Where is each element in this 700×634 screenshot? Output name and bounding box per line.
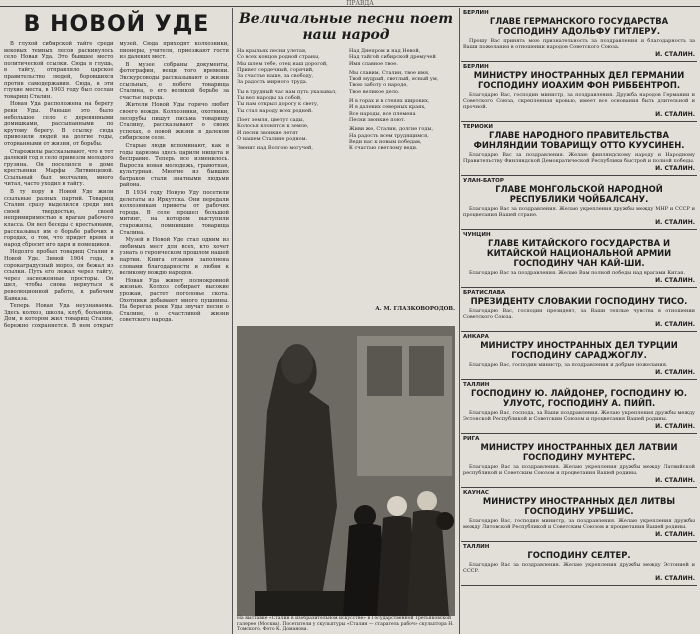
poem-line: Колосья клонятся к земле, [237, 123, 309, 130]
telegram-text: Благодарю Вас за поздравления. Желаю финляндскому народу и Народному Правительству Финляндской Демократической Республики быстрой и полной победы. [463, 152, 695, 164]
poem-line: И в горах и в степях широких, [349, 98, 430, 105]
telegram-place: БЕРЛИН [463, 64, 489, 70]
telegram-signature: И. СТАЛИН. [655, 165, 695, 172]
poem-line: Мы славим, Сталин, твое имя, [349, 69, 430, 76]
poem-line: Над Днепром и над Невой, [349, 48, 421, 54]
article-paragraph: В глухой сибирской тайге среди вековых темных лесов раскинулось село Новая Уда. Это бывшее место политической ссылки. Сюда в глушь, в тайгу, отправляло царское правительство людей, боровшихся против самодержавия. Сюда, в эти глухие места, в 1903 году был сослан товарищ Сталин. [4, 41, 114, 100]
telegram-place: ТАЛЛИН [463, 544, 490, 550]
telegram-text: Благодарю Вас, господин президент, за Ваши теплые чувства в отношении Советского Союза. [463, 308, 695, 320]
poem-line: Все народы, все племена [349, 110, 416, 117]
telegram [461, 380, 697, 434]
telegram-place: УЛАН-БАТОР [463, 178, 504, 184]
poem-author: А. М. ГЛАЗКОВОРОДОВ. [375, 306, 455, 312]
telegram-heading: ГЛАВЕ КИТАЙСКОГО ГОСУДАРСТВА И КИТАЙСКОЙ НАЦИОНАЛЬНОЙ АРМИИ ГОСПОДИНУ ЧАН КАЙ-ШИ. [486, 238, 672, 268]
poem-line: Привет сердечный, горячий, [237, 66, 314, 73]
telegram-place: ЧУНЦИН [463, 232, 491, 238]
telegram-heading: МИНИСТРУ ИНОСТРАННЫХ ДЕЛ ГЕРМАНИИ ГОСПОДИНУ ИОАХИМ ФОН РИББЕНТРОП. [473, 70, 685, 90]
telegram-place: КАУНАС [463, 490, 489, 496]
article-paragraph: Недолго пробыл товарищ Сталин в Новой Уде. Зимой 1904 года, в сорокаградусный мороз, он бежал из ссылки. Путь его лежал через тайгу, через заснеженные просторы. Он шел, чтобы снова вернуться к революционной работе, к рабочим Кавказа. [4, 249, 114, 302]
telegram-signature: И. СТАЛИН. [655, 531, 695, 538]
poem-line: Песни звонкие поют. [349, 116, 406, 123]
poem-line: Живи же, Сталин, долгие годы, [349, 126, 434, 133]
telegram-heading: МИНИСТРУ ИНОСТРАННЫХ ДЕЛ ТУРЦИИ ГОСПОДИНУ САРАДЖОГЛУ. [480, 340, 678, 360]
poem-line: За радость мирного труда. [237, 79, 308, 86]
telegram-place: БЕРЛИН [463, 10, 489, 16]
poem-line: Твое великое дело. [349, 88, 400, 95]
telegram-signature: И. СТАЛИН. [655, 277, 695, 284]
telegram-signature: И. СТАЛИН. [655, 321, 695, 328]
telegram-signature: И. СТАЛИН. [655, 51, 695, 58]
article-paragraph: В 1934 году Новую Уду посетили делегаты из Иркутска. Они передали колхозникам приветы от рабочих города. В селе прошел большой митинг, на котором выступили старожилы, помнившие товарища Сталина. [119, 190, 229, 236]
poem-line: Ты вел народы за собой, [237, 95, 302, 102]
poem-line: За счастье наше, за свободу, [237, 73, 314, 80]
telegram-place: АНКАРА [463, 334, 489, 340]
article-paragraph: Новая Уда расположена на берегу реки Уды. Раньше это было небольшое село с деревянными домишками, рассыпанными по крутому берегу. В ссылку сюда привозили людей на долгие годы, оторванными от жизни, от борьбы. [4, 101, 114, 147]
poem-line: Ты в трудный час нам путь указывал, [237, 88, 337, 95]
poem-line: О нашем Сталине родном. [237, 135, 308, 142]
article-body [4, 41, 229, 631]
article-paragraph: Музей в Новой Уде стал одним из любимых мест для всех, кто хочет узнать о героическом прошлом нашей партии. Книга отзывов заполнена словами благодарности и любви к великому вождю народов. [119, 237, 229, 277]
telegram-text: Благодарю Вас за поздравления. Желаю укрепления дружбы между Эстонией и СССР. [463, 562, 695, 574]
telegram-text: Благодарю Вас за поздравления. Желаю укрепления дружбы между Латвийской республикой и Советским Союзом и процветания Вашей родины. [463, 464, 695, 476]
telegram-signature: И. СТАЛИН. [655, 575, 695, 582]
telegram-signature: И. СТАЛИН. [655, 369, 695, 376]
telegram [461, 122, 697, 176]
masthead: ПРАВДА [346, 0, 374, 7]
article-paragraph: Старожилы рассказывают, что в тот далекий год в село привезли молодого грузина. Он поселился в доме крестьянки Марфы Литвинцевой. Ссыльный был молчалив, много читал, часто уходил в тайгу. [4, 148, 114, 188]
telegram-heading: МИНИСТРУ ИНОСТРАННЫХ ДЕЛ ЛАТВИИ ГОСПОДИНУ МУНТЕРС. [480, 442, 678, 462]
telegram [461, 542, 697, 586]
poem-line: И в далеких северных краях, [349, 104, 426, 111]
telegram-text: Благодарю Вас за поздравления. Желаю укрепления дружбы между МНР и СССР и процветания Вашей стране. [463, 206, 695, 218]
photo-scene [237, 326, 455, 616]
telegram-place: ТАЛЛИН [463, 382, 490, 388]
telegram [461, 288, 697, 332]
telegram-heading: ГЛАВЕ МОНГОЛЬСКОЙ НАРОДНОЙ РЕСПУБЛИКИ ЧОЙБАЛСАНУ. [495, 184, 663, 204]
exhibition-photo [237, 326, 455, 616]
telegram-place: БРАТИСЛАВА [463, 290, 506, 296]
article-paragraph: Старые люди вспоминают, как в годы царизма здесь царили нищета и бесправие. Теперь все изменилось. Выросла новая молодежь, грамотная, культурная. Многие из бывших батраков стали знатными людьми района. [119, 142, 229, 189]
stanza [237, 89, 343, 114]
stanza [237, 48, 343, 86]
telegram-text: Благодарю Вас, господин министр, за поздравления. Дружба народов Германии и Советского Союза, скрепленная кровью, имеет все основания быть длительной и прочной. [463, 92, 695, 110]
telegram [461, 176, 697, 230]
poem-line: Веди нас к новым победам, [349, 138, 422, 145]
telegram-text: Благодарю Вас за поздравления. Желаю Вам полной победы над врагами Китая. [469, 270, 685, 276]
telegram-heading: МИНИСТРУ ИНОСТРАННЫХ ДЕЛ ЛИТВЫ ГОСПОДИНУ УРБШИС. [482, 496, 676, 516]
telegram-text: Благодарю Вас, господин министр, за поздравления. Желаю укрепления дружбы между Литовской Республикой и Советским Союзом и процветания Вашей родины. [463, 518, 695, 530]
telegram [461, 332, 697, 380]
top-rule [0, 6, 700, 7]
telegram-text: Прошу Вас принять мою признательность за поздравления и благодарность за Ваши пожелания в отношении народов Советского Союза. [463, 38, 695, 50]
telegram-heading: ПРЕЗИДЕНТУ СЛОВАКИИ ГОСПОДИНУ ТИСО. [470, 296, 688, 306]
poem-line: Имя славное твое. [349, 60, 398, 67]
telegrams-column [461, 8, 697, 634]
poem-line: Твою заботу о народе, [349, 82, 408, 89]
poem-line: Мы шлем тебе, отец наш дорогой, [237, 60, 328, 67]
telegram [461, 488, 697, 542]
photo-caption: На выставке «Сталин в изобразительном искусстве» в Государственной Третьяковской галерее (Москва). Посетители у скульптуры «Сталин — старатель рабоч» скульптора Н. Томского. Фото К. Доманова. [237, 616, 454, 633]
telegram-signature: И. СТАЛИН. [655, 423, 695, 430]
poem-line: Твой мудрый, светлый, ясный ум, [349, 76, 439, 83]
stanza [237, 117, 343, 142]
telegram-place: РИГА [463, 436, 480, 442]
telegram-text: Благодарю Вас, господин министр, за поздравления и добрые пожелания. [469, 362, 668, 368]
article-title: В НОВОЙ УДЕ [23, 12, 210, 37]
telegram [461, 62, 697, 122]
telegram [461, 8, 697, 62]
poem-line: Ты нам открыл дорогу к свету, [237, 101, 319, 108]
telegram-place: ТЕРИОКИ [463, 124, 493, 130]
article-paragraph: Теперь Новая Уда неузнаваема. Здесь колхоз, школа, клуб, больница. Дом, в котором жил товарищ Сталин, бережно сохраняется. В нем открыт музей. Сюда приходят колхозники, пионеры, учителя, приезжают гости из далеких мест. [4, 41, 229, 329]
telegram-heading: ГОСПОДИНУ Ю. ЛАЙДОНЕР, ГОСПОДИНУ Ю. УЛУОТС, ГОСПОДИНУ А. ПИЙП. [470, 388, 688, 408]
stanza [349, 98, 455, 123]
telegram-heading: ГЛАВЕ ГЕРМАНСКОГО ГОСУДАРСТВА ГОСПОДИНУ АДОЛЬФУ ГИТЛЕРУ. [489, 16, 669, 36]
telegram-signature: И. СТАЛИН. [655, 477, 695, 484]
poem-line: К счастью светлому веди. [349, 145, 418, 152]
poem-line: Звенит над Волгою могучей, [237, 145, 313, 152]
poem-line: Над тайгой сибирской дремучей [349, 54, 436, 61]
poem-line: На радость всем трудящимся, [349, 132, 429, 139]
poem-line: И песни звонкие летят [237, 129, 299, 136]
telegram-signature: И. СТАЛИН. [655, 219, 695, 226]
telegram-text: Благодарю Вас, господа, за Ваши поздравления. Желаю укрепления дружбы между Эстонской Республикой и Советским Союзом и процветания Вашей родины. [463, 410, 695, 422]
poem-line: Ты стал народу всех родней. [237, 107, 313, 114]
poem-body [237, 48, 455, 322]
telegram [461, 434, 697, 488]
article-paragraph: В музее собраны документы, фотографии, вещи того времени. Экскурсоводы рассказывают о жизни ссыльных, о побеге товарища Сталина, о его великой борьбе за счастье народа. [119, 61, 229, 101]
poem-title: Величальные песни поет наш народ [238, 11, 454, 43]
poem-line: На крыльях песни улетая, [237, 48, 307, 54]
telegram-signature: И. СТАЛИН. [655, 111, 695, 118]
article-paragraph: Новая Уда живет полнокровной жизнью. Колхоз собирает высокие урожаи, растет поголовье скота. Охотники добывают много пушнины. На берегах реки Уды звучат песни о Сталине, о счастливой жизни советского народа. [119, 277, 229, 324]
poem-line: Поет земля, цветут сады, [237, 116, 305, 123]
stanza [349, 70, 455, 95]
article-column [4, 8, 229, 634]
poem-column [232, 8, 460, 634]
telegram-heading: ГЛАВЕ НАРОДНОГО ПРАВИТЕЛЬСТВА ФИНЛЯНДИИ ТОВАРИЩУ ОТТО КУУСИНЕН. [473, 130, 685, 150]
article-paragraph: В ту пору в Новой Уде жили ссыльные разных партий. Товарищ Сталин сразу выделился среди них своей твердостью, своей непримиримостью к врагам рабочего класса. Он вел беседы с крестьянами, рассказывал им о борьбе рабочих в городах, о том, что придет время и народ сбросит иго царя и помещиков. [4, 189, 114, 248]
stanza [349, 126, 455, 151]
telegram-heading: ГОСПОДИНУ СЕЛТЕР. [527, 550, 631, 560]
poem-line: Со всех концов родной страны, [237, 54, 320, 61]
telegram [461, 230, 697, 288]
article-paragraph: Жители Новой Уды горячо любят своего вождя. Колхозники, охотники, лесорубы пишут письма товарищу Сталину, рассказывают о своих успехах, о новой жизни в далеком сибирском селе. [119, 102, 229, 142]
